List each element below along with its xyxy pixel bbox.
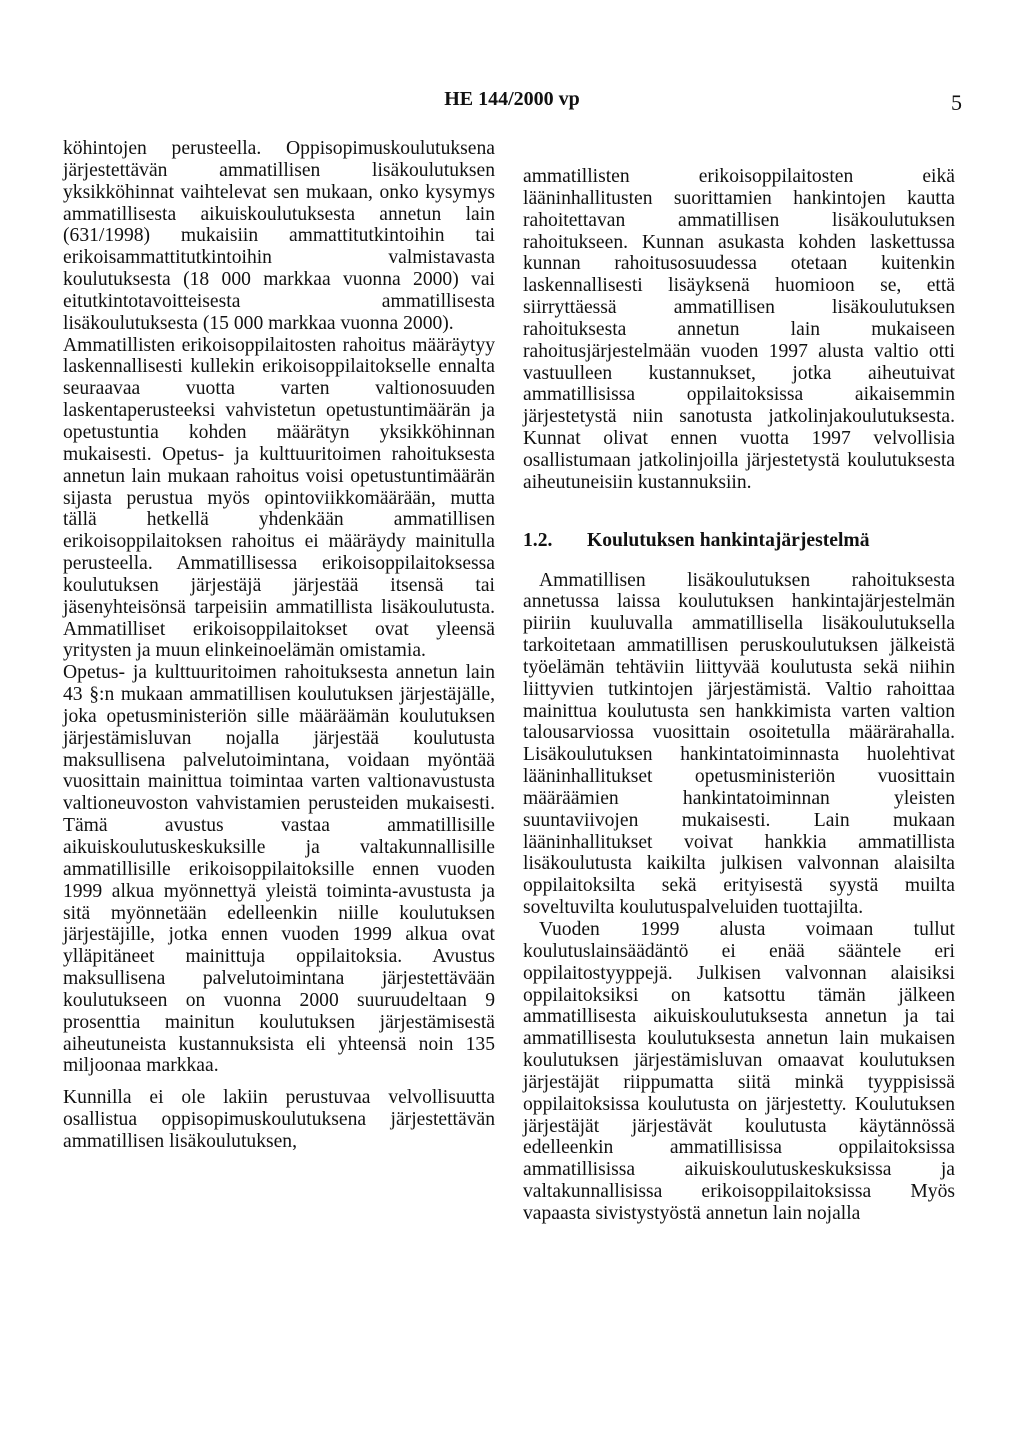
- section-heading: [523, 530, 955, 552]
- paragraph: köhintojen perusteella. Oppisopimuskoulutuksena järjestettävän ammatillisen lisäkoulutuksen yksikköhinnat vaihtelevat sen mukaan, onko kysymys ammatillisesta aikuiskoulutuksesta annetun lain (631/1998) mukaisiin ammattitutkintoihin tai erikoisammattitutkintoihin valmistavasta koulutuksesta (18 000 markkaa vuonna 2000) vai eitutkintotavoitteisesta ammatillisesta lisäkoulutuksesta (15 000 markkaa vuonna 2000).: [63, 138, 495, 334]
- paragraph: Ammatillisen lisäkoulutuksen rahoituksesta annetussa laissa koulutuksen hankintajärjestelmän piiriin kuuluvalla ammatillisella lisäkoulutuksella tarkoitetaan ammatillisen peruskoulutuksen jälkeistä työelämän tehtäviin liittyvää koulutusta sekä niihin liittyvien tutkintojen järjestämistä. Valtio rahoittaa mainittua koulutusta sen hankkimista varten valtion talousarviossa vuosittain osoitetulla määrärahalla. Lisäkoulutuksen hankintatoiminnasta huolehtivat lääninhallitukset opetusministeriön vuosittain määräämien hankintatoiminnan yleisten suuntaviivojen mukaisesti. Lain mukaan lääninhallitukset voivat hankkia ammatillista lisäkoulutusta kaikilta julkisen valvonnan alaisilta oppilaitoksilta sekä erityisestä syystä muilta soveltuvilta koulutuspalveluiden tuottajilta.: [523, 569, 955, 919]
- page-header: [0, 88, 1024, 118]
- paragraph: Ammatillisten erikoisoppilaitosten rahoitus määräytyy laskennallisesti kullekin erikoisoppilaitokselle ennalta seuraavaa vuotta varten valtionosuuden laskentaperusteeksi vahvistetun opetustuntimäärän ja opetustuntia kohden määrätyn yksikköhinnan mukaisesti. Opetus- ja kulttuuritoimen rahoituksesta annetun lain mukaan rahoitus voisi opetustuntimäärän sijasta perustua myös opintoviikkomäärään, mutta tällä hetkellä yhdenkään ammatillisen erikoisoppilaitoksen rahoitus ei määräydy mainitulla perusteella. Ammatillisessa erikoisoppilaitoksessa koulutuksen järjestäjä järjestää itsensä tai jäsenyhteisönsä tarpeisiin ammatillista lisäkoulutusta. Ammatilliset erikoisoppilaitokset ovat yleensä yritysten ja muun elinkeinoelämän omistamia.: [63, 334, 495, 662]
- page-number: 5: [951, 90, 962, 115]
- document-title: HE 144/2000 vp: [444, 88, 580, 110]
- paragraph: Opetus- ja kulttuuritoimen rahoituksesta annetun lain 43 §:n mukaan ammatillisen koulutuksen järjestäjälle, joka opetusministeriön sille määräämän koulutuksen järjestämisluvan nojalla järjestää koulutusta maksullisena palvelutoimintana, voidaan myöntää vuosittain mainittua toimintaa varten valtionavustusta valtioneuvoston vahvistamien perusteiden mukaisesti. Tämä avustus vastaa ammatillisille aikuiskoulutuskeskuksille ja valtakunnallisille ammatillisille erikoisoppilaitoksille ennen vuoden 1999 alkua myönnettyä yleistä toiminta-avustusta ja sitä myönnetään edelleenkin niille koulutuksen järjestäjille, jotka ennen vuoden 1999 alkua ovat ylläpitäneet mainittuja oppilaitoksia. Avustus maksullisena palvelutoimintana järjestettävään koulutukseen on vuonna 2000 suuruudeltaan 9 prosenttia mainitun koulutuksen järjestämisestä aiheutuneista kustannuksista eli yhteensä noin 135 miljoonaa markkaa.: [63, 662, 495, 1077]
- right-column: [523, 166, 955, 1225]
- paragraph: Vuoden 1999 alusta voimaan tullut koulutuslainsäädäntö ei enää sääntele eri oppilaitostyyppejä. Julkisen valvonnan alaisiksi oppilaitoksiksi on katsottu tämän jälkeen ammatillisesta aikuiskoulutuksesta annetun ja tai ammatillisesta koulutuksesta annetun lain mukaisen koulutuksen järjestämisluvan omaavat koulutuksen järjestäjät riippumatta siitä minkä tyyppisissä oppilaitoksissa koulutusta on järjestetty. Koulutuksen järjestäjät järjestävät koulutusta käytännössä edelleenkin ammatillisissa oppilaitoksissa ammatillisissa aikuiskoulutuskeskuksissa ja valtakunnallisissa erikoisoppilaitoksissa Myös vapaasta sivistystyöstä annetun lain nojalla: [523, 919, 955, 1224]
- paragraph: ammatillisten erikoisoppilaitosten eikä lääninhallitusten suorittamien hankintojen kautta rahoitettavan ammatillisen lisäkoulutuksen rahoitukseen. Kunnan asukasta kohden laskettussa kunnan rahoitusosuudessa otetaan kuitenkin laskennallisesti lisäyksenä huomioon se, että siirryttäessä ammatillisen lisäkoulutuksen rahoituksesta annetun lain mukaiseen rahoitusjärjestelmään vuoden 1997 alusta valtio otti vastuulleen kustannukset, jotka aiheutuivat ammatillisissa oppilaitoksissa aikaisemmin järjestetystä niin sanotusta jatkolinjakoulutuksesta. Kunnat olivat ennen vuotta 1997 velvollisia osallistumaan jatkolinjoilla järjestetystä koulutuksesta aiheutuneisiin kustannuksiin.: [523, 166, 955, 493]
- section-number: 1.2.: [523, 529, 553, 551]
- left-column: [63, 138, 495, 1153]
- section-title: Koulutuksen hankintajärjestelmä: [587, 529, 870, 551]
- paragraph: Kunnilla ei ole lakiin perustuvaa velvollisuutta osallistua oppisopimuskoulutuksena järjestettävän ammatillisen lisäkoulutuksen,: [63, 1087, 495, 1152]
